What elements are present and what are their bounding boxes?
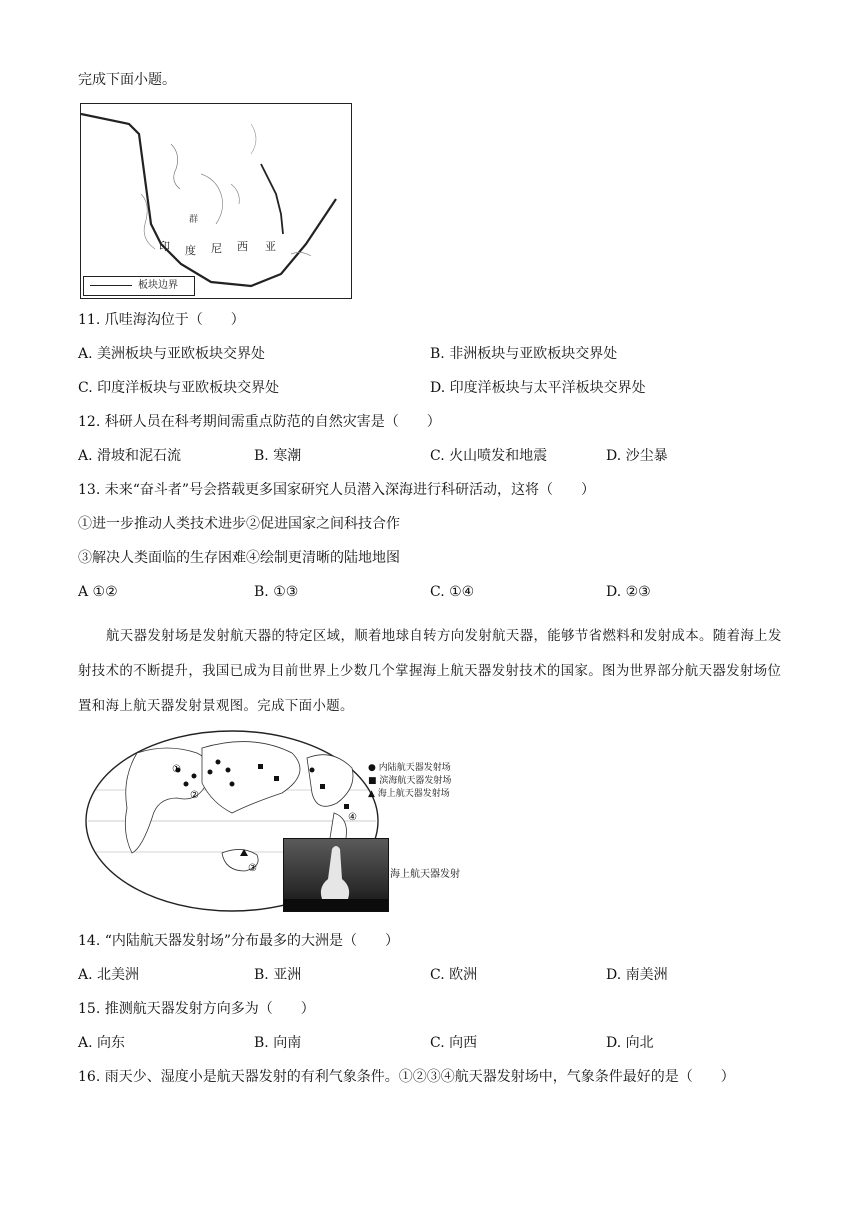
svg-text:亚: 亚 — [265, 240, 276, 253]
q12-option-c[interactable]: C. 火山喷发和地震 — [430, 448, 548, 464]
q12-option-d[interactable]: D. 沙尘暴 — [606, 448, 668, 464]
q11-option-b[interactable]: B. 非洲板块与亚欧板块交界处 — [430, 346, 618, 362]
intro-tail: 完成下面小题。 — [78, 72, 176, 88]
q15-option-d[interactable]: D. 向北 — [606, 1035, 654, 1051]
q11-stem: 11. 爪哇海沟位于（ ） — [78, 312, 245, 328]
marker-4: ④ — [348, 812, 357, 823]
q13-option-d[interactable]: D. ②③ — [606, 584, 651, 600]
q12-option-b[interactable]: B. 寒潮 — [254, 448, 302, 464]
q11-option-d[interactable]: D. 印度洋板块与太平洋板块交界处 — [430, 380, 646, 396]
passage: 航天器发射场是发射航天器的特定区域，顺着地球自转方向发射航天器，能够节省燃料和发射成本。随着海上发射技术的不断提升，我国已成为目前世界上少数几个掌握海上航天器发射技术的国家。图为世界部分航天器发射场位置和海上航天器发射景观图。完成下面小题。 — [78, 629, 782, 714]
q13-statement-line-1: ①进一步推动人类技术进步②促进国家之间科技合作 — [78, 516, 400, 532]
q13-option-b[interactable]: B. ①③ — [254, 584, 299, 600]
boundary-line-icon — [90, 285, 132, 286]
q14-stem: 14. “内陆航天器发射场”分布最多的大洲是（ ） — [78, 933, 400, 949]
svg-text:群: 群 — [189, 215, 199, 225]
photo-caption: 海上航天器发射 — [390, 869, 460, 880]
q11-option-c[interactable]: C. 印度洋板块与亚欧板块交界处 — [78, 380, 280, 396]
plate-map-svg — [81, 104, 351, 298]
sea-launch-photo — [283, 838, 389, 912]
legend-coastal: ■ 滨海航天器发射场 — [368, 776, 452, 786]
legend-sea: ▲ 海上航天器发射场 — [368, 789, 450, 799]
launch-site-legend — [368, 762, 451, 801]
svg-text:印: 印 — [159, 240, 170, 253]
q13-option-c[interactable]: C. ①④ — [430, 584, 475, 600]
marker-1: ① — [172, 764, 181, 775]
svg-text:尼: 尼 — [211, 242, 222, 255]
q15-option-b[interactable]: B. 向南 — [254, 1035, 302, 1051]
q13-stem: 13. 未来“奋斗者”号会搭载更多国家研究人员潜入深海进行科研活动，这将（ ） — [78, 482, 596, 498]
map-legend — [83, 276, 195, 296]
plate-boundary-map — [80, 103, 352, 299]
q16-stem: 16. 雨天少、湿度小是航天器发射的有利气象条件。①②③④航天器发射场中，气象条件最好的是（ ） — [78, 1069, 735, 1085]
q15-stem: 15. 推测航天器发射方向多为（ ） — [78, 1001, 315, 1017]
rocket-plume-icon — [284, 839, 388, 911]
q15-option-c[interactable]: C. 向西 — [430, 1035, 478, 1051]
q14-option-b[interactable]: B. 亚洲 — [254, 967, 302, 983]
marker-3: ③ — [248, 863, 257, 874]
svg-text:度: 度 — [185, 244, 196, 257]
q11-option-a[interactable]: A. 美洲板块与亚欧板块交界处 — [78, 346, 266, 362]
svg-text:西: 西 — [237, 240, 248, 253]
q14-option-c[interactable]: C. 欧洲 — [430, 967, 478, 983]
q13-option-a[interactable]: A ①② — [78, 584, 118, 600]
legend-inland: ● 内陆航天器发射场 — [368, 763, 451, 773]
q13-statement-line-2: ③解决人类面临的生存困难④绘制更清晰的陆地地图 — [78, 550, 400, 566]
marker-2: ② — [190, 790, 199, 801]
q14-option-a[interactable]: A. 北美洲 — [78, 967, 140, 983]
q14-option-d[interactable]: D. 南美洲 — [606, 967, 668, 983]
legend-label: 板块边界 — [138, 280, 178, 291]
q12-stem: 12. 科研人员在科考期间需重点防范的自然灾害是（ ） — [78, 414, 441, 430]
q12-option-a[interactable]: A. 滑坡和泥石流 — [78, 448, 182, 464]
q15-option-a[interactable]: A. 向东 — [78, 1035, 126, 1051]
